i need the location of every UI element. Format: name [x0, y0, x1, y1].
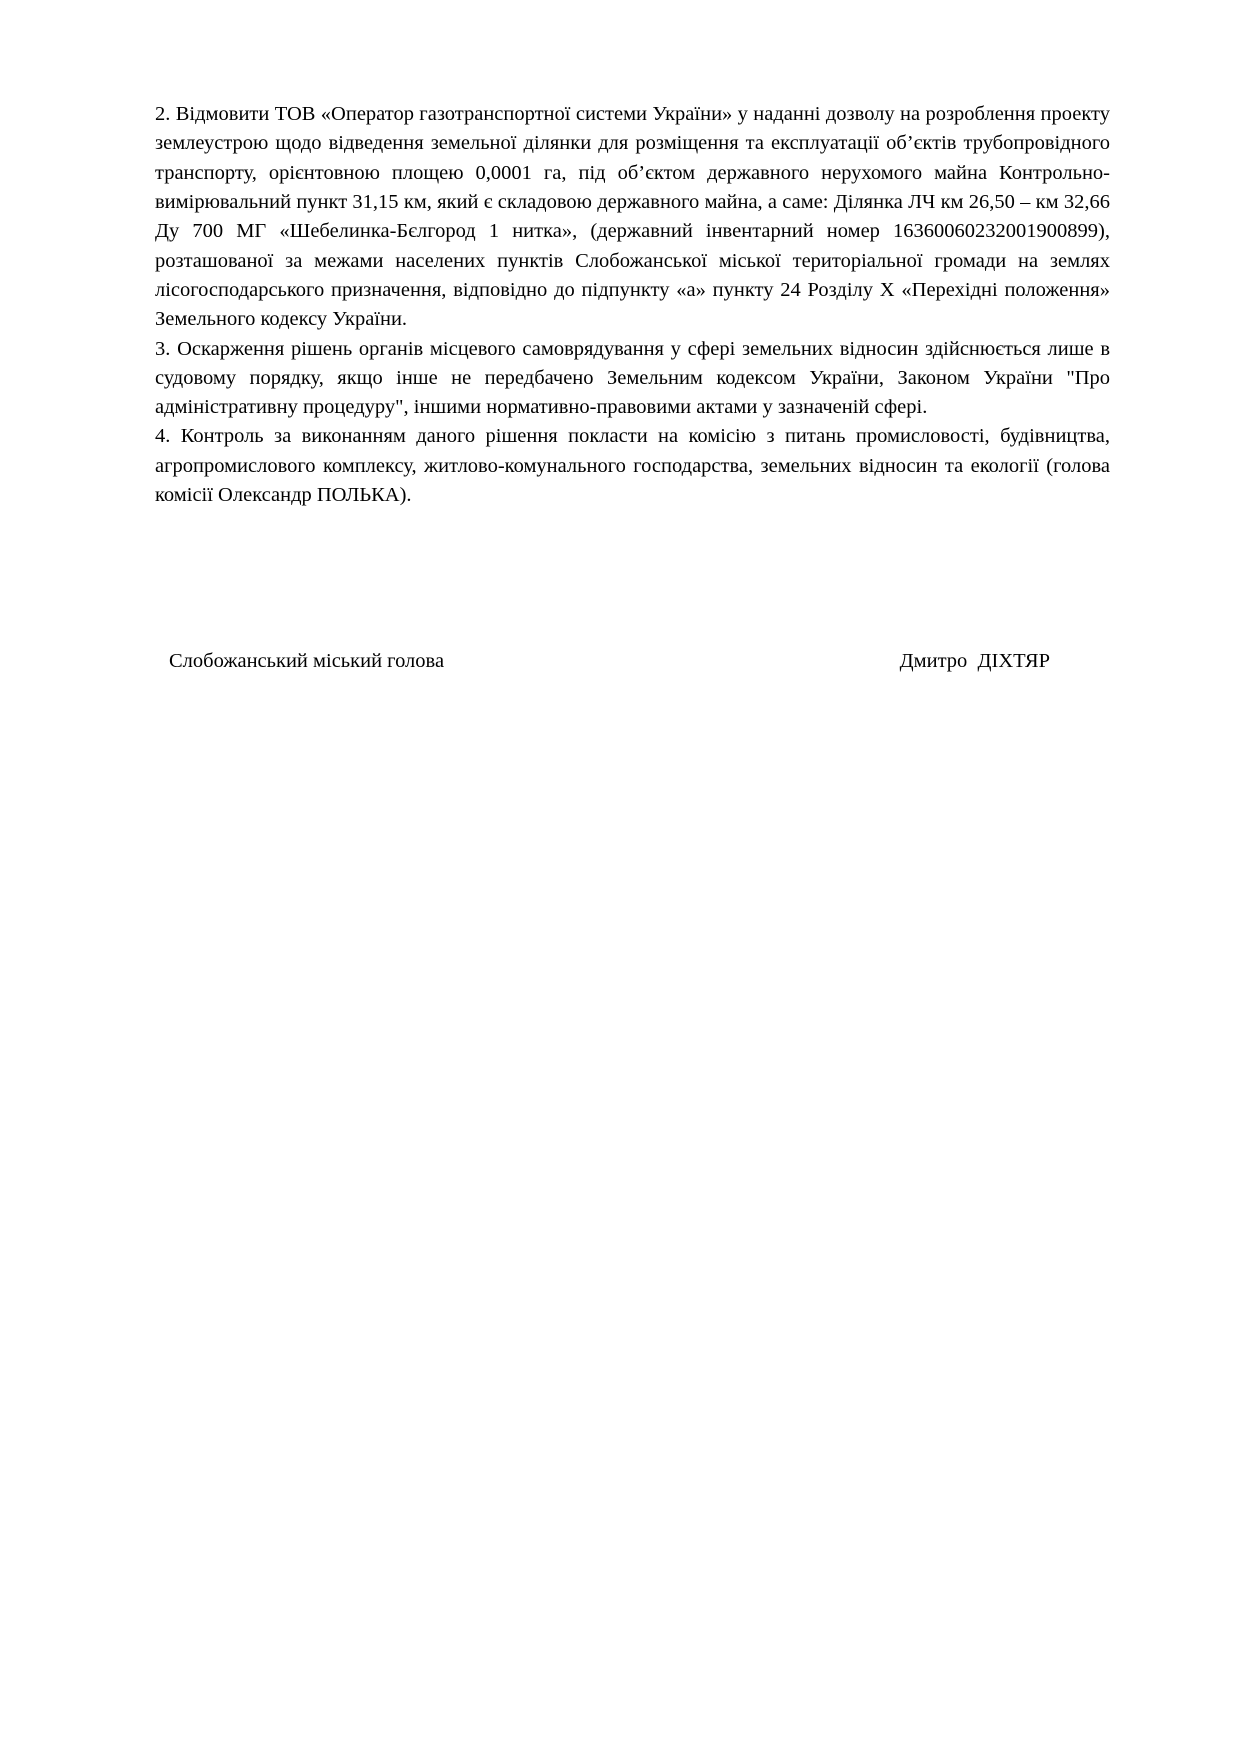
signatory-title: Слобожанський міський голова: [169, 650, 445, 673]
paragraph-2: 2. Відмовити ТОВ «Оператор газотранспортної системи України» у наданні дозволу на розроблення проекту землеустрою щодо відведення земельної ділянки для розміщення та експлуатації об’єктів трубопровідного транспорту, орієнтовною площею 0,0001 га, під об’єктом державного нерухомого майна Контрольно-вимірювальний пункт 31,15 км, який є складовою державного майна, а саме: Ділянка ЛЧ км 26,50 – км 32,66 Ду 700 МГ «Шебелинка-Бєлгород 1 нитка», (державний інвентарний номер 16360060232001900899), розташованої за межами населених пунктів Слобожанської міської територіальної громади на землях лісогосподарського призначення, відповідно до підпункту «а» пункту 24 Розділу X «Перехідні положення» Земельного кодексу України.: [155, 103, 1110, 331]
paragraph-4: 4. Контроль за виконанням даного рішення покласти на комісію з питань промисловості, будівництва, агропромислового комплексу, житлово-комунального господарства, земельних відносин та екології (голова комісії Олександр ПОЛЬКА).: [155, 425, 1110, 507]
signatory-name: Дмитро ДІХТЯР: [899, 650, 1050, 673]
signature-block: [155, 650, 1110, 673]
document-body: [155, 100, 1110, 510]
paragraph-3: 3. Оскарження рішень органів місцевого самоврядування у сфері земельних відносин здійснюється лише в судовому порядку, якщо інше не передбачено Земельним кодексом України, Законом України "Про адміністративну процедуру", іншими нормативно-правовими актами у зазначеній сфері.: [155, 337, 1110, 419]
